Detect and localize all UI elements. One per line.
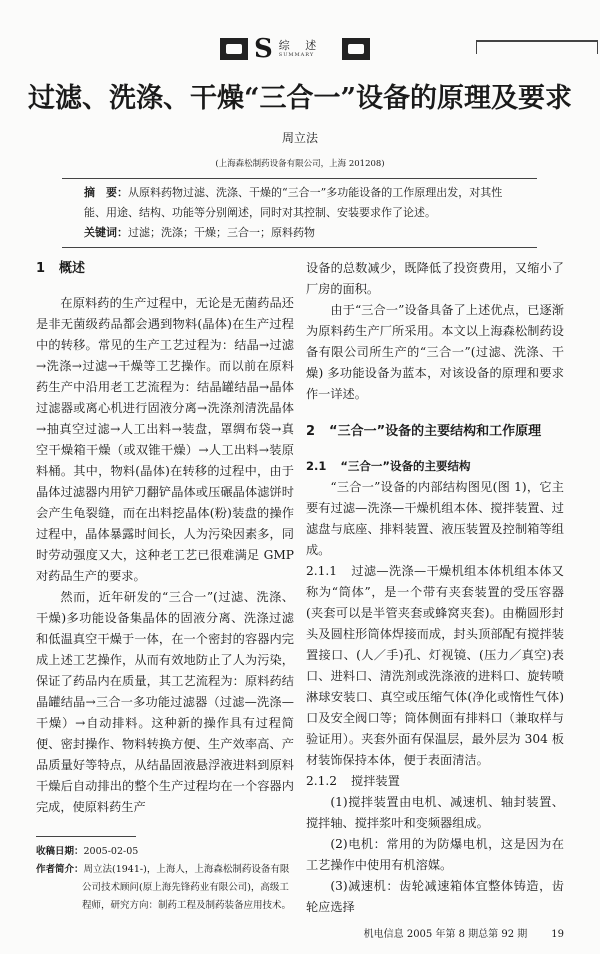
bio-label: 作者简介： <box>36 864 84 875</box>
received-date <box>36 843 294 861</box>
section-label-en: SUMMARY <box>278 51 315 58</box>
section-title: “三合一”设备的主要结构和工作原理 <box>329 424 542 439</box>
right-column <box>306 258 564 918</box>
paragraph: 然而，近年研发的“三合一”(过滤、洗涤、干燥)多功能设备集晶体的固液分离、洗涤过滤和低温真空干燥于一体，在一个密封的容器内完成上述工艺操作，从而有效地防止了人为污染，保证了药品内在质量，其工艺流程为：原料药结晶罐结晶→三合一多功能过滤器（过滤—洗涤—干燥）→自动排料。这种新的操作具有过程简便、密封操作、物料转换方便、生产效率高、产品质量好等特点，从结晶固液悬浮液进料到原料干燥后自动排出的整个生产过程均在一个容器内完成，使原料药生产 <box>36 590 294 814</box>
subsection-heading-2-1 <box>306 456 564 477</box>
abstract-block <box>84 183 524 243</box>
journal-footer: 机电信息 2005 年第 8 期总第 92 期 <box>363 929 528 940</box>
section-heading-1 <box>36 258 294 279</box>
section-heading-2 <box>306 421 564 442</box>
received-label: 收稿日期： <box>36 846 84 857</box>
footnote-divider <box>36 836 136 837</box>
paragraph: 设备的总数减少，既降低了投资费用，又缩小了厂房的面积。 <box>306 261 564 296</box>
keywords <box>84 223 524 243</box>
subsection-2-1-1 <box>306 561 564 771</box>
page-number: 19 <box>551 929 564 940</box>
abstract-label: 摘 要： <box>84 186 128 199</box>
author: 周立法 <box>281 131 318 145</box>
keywords-label: 关键词： <box>84 226 128 239</box>
section-label: 综 述 <box>278 38 323 52</box>
received-value: 2005-02-05 <box>83 846 139 857</box>
abstract <box>84 183 524 223</box>
subsection-number: 2.1.1 <box>306 564 338 578</box>
body-columns <box>36 258 564 918</box>
section-number: 2 <box>306 424 316 439</box>
logo-image-icon <box>220 38 248 60</box>
divider <box>62 178 537 179</box>
abstract-text: 从原料药物过滤、洗涤、干燥的“三合一”多功能设备的工作原理出发，对其性能、用途、结构、功能等分别阐述，同时对其控制、安装要求作了论述。 <box>84 186 503 219</box>
subsection-number: 2.1.2 <box>306 774 338 788</box>
list-item: (1)搅拌装置由电机、减速机、轴封装置、搅拌轴、搅拌浆叶和变频器组成。 <box>306 795 564 830</box>
corner-bracket <box>476 40 598 54</box>
subsection-title: “三合一”设备的主要结构 <box>340 459 471 473</box>
divider <box>62 247 537 248</box>
subsection-number: 2.1 <box>306 459 327 473</box>
list-item: (2)电机：常用的为防爆电机，这是因为在工艺操作中使用有机溶媒。 <box>306 837 564 872</box>
logo-image-icon <box>342 38 370 60</box>
paragraph-text: 过滤—洗涤—干燥机组本体机组本体又称为“筒体”，是一个带有夹套装置的受压容器(夹套可以是半管夹套或蜂窝夹套)。由椭圆形封头及圆柱形筒体焊接而成，封头顶部配有搅拌装置接口、(人／手)孔、灯视镜、(压力／真空)表口、进料口、清洗剂或洗涤液的进料口、旋转喷淋球安装口、真空或压缩气体(净化或惰性气体)口及安全阀口等；筒体侧面有排料口（兼取样与验证用）。夹套外面有保温层，最外层为 304 板材装饰保持本体，便于表面清洁。 <box>306 564 564 767</box>
logo-letter: S <box>254 34 273 64</box>
section-logo <box>220 36 380 62</box>
paragraph: 在原料药的生产过程中，无论是无菌药品还是非无菌级药品都会遇到物料(晶体)在生产过程中的转移。常见的生产工艺过程为：结晶→过滤→洗涤→过滤→干燥等工艺操作。而以前在原料药生产中沿用老工艺流程为：结晶罐结晶→晶体过滤器或离心机进行固液分离→洗涤剂清洗晶体→抽真空过滤→人工出料→装盘，罩绸布袋→真空干燥箱干燥（或双锥干燥）→人工出料→装原料桶。其中，物料(晶体)在转移的过程中，由于晶体过滤器内用铲刀翻铲晶体或压碾晶体滤饼时会产生龟裂缝，而在出料挖晶体(粉)装盘的操作过程中，晶体暴露时间长，人为污染因素多，同时劳动强度又大，这种老工艺已很难满足 GMP 对药品生产的要求。 <box>36 296 294 583</box>
section-number: 1 <box>36 261 46 276</box>
page-footer <box>0 928 564 942</box>
keywords-text: 过滤；洗涤；干燥；三合一；原料药物 <box>128 226 315 239</box>
paragraph: “三合一”设备的内部结构图见(图 1)，它主要有过滤—洗涤—干燥机组本体、搅拌装置、过滤盘与底座、排料装置、液压装置及控制箱等组成。 <box>306 480 564 557</box>
section-title: 概述 <box>59 261 86 276</box>
subsection-title: 搅拌装置 <box>351 774 400 788</box>
paragraph: 由于“三合一”设备具备了上述优点，已逐渐为原料药生产厂所采用。本文以上海森松制药设备有限公司所生产的“三合一”(过滤、洗涤、干燥) 多功能设备为蓝本，对该设备的原理和要求作一详述。 <box>306 303 564 401</box>
bio-text: 周立法(1941-)，上海人，上海森松制药设备有限公司技术顾问(原上海先锋药业有限公司)，高级工程师，研究方向：制药工程及制药装备应用技术。 <box>82 864 292 911</box>
article-title: 过滤、洗涤、干燥“三合一”设备的原理及要求 <box>27 83 573 114</box>
author-bio <box>36 861 294 915</box>
list-item: (3)减速机：齿轮减速箱体宜整体铸造，齿轮应选择 <box>306 879 564 914</box>
affiliation: (上海森松制药设备有限公司，上海 201208) <box>215 159 385 169</box>
left-column <box>36 258 294 915</box>
subsection-heading-2-1-2 <box>306 771 564 792</box>
footnotes <box>36 843 294 915</box>
